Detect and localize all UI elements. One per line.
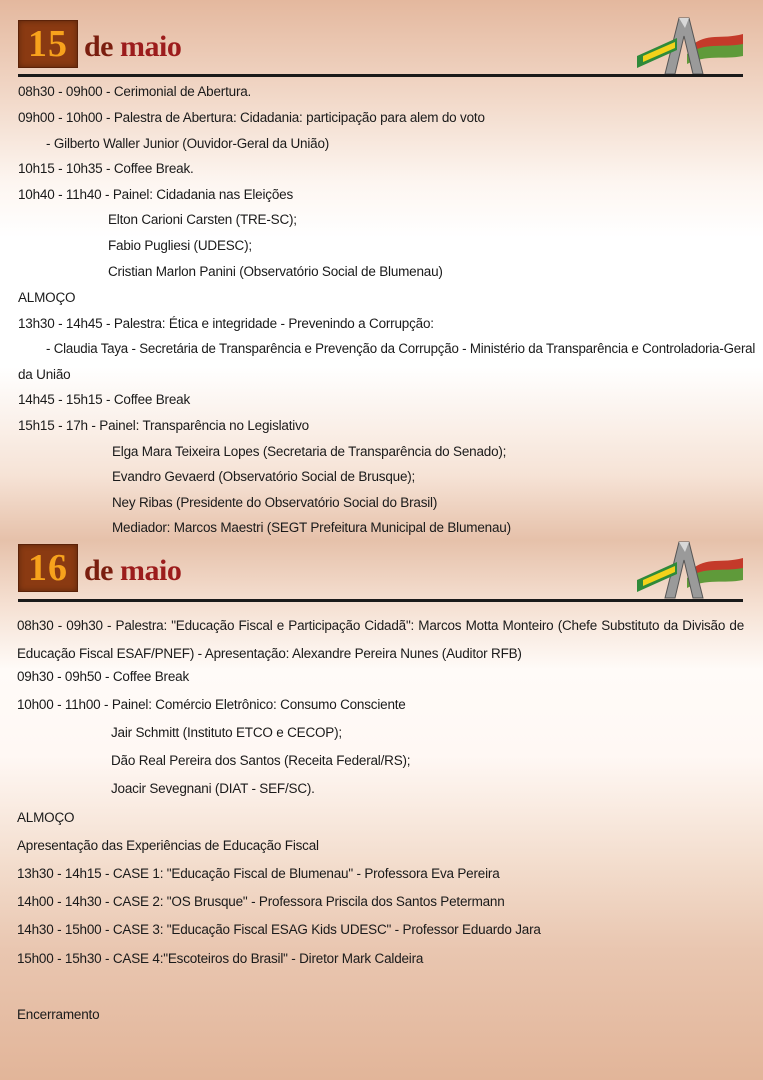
schedule-line: 10h15 - 10h35 - Coffee Break.: [18, 161, 194, 176]
speaker-line: Fabio Pugliesi (UDESC);: [108, 238, 252, 253]
day-number-box: 15: [18, 20, 78, 68]
speaker-line: Mediador: Marcos Maestri (SEGT Prefeitura Municipal de Blumenau): [112, 520, 511, 535]
case-line: 13h30 - 14h15 - CASE 1: "Educação Fiscal de Blumenau" - Professora Eva Pereira: [17, 866, 500, 881]
section-divider: [18, 599, 743, 602]
schedule-line: 10h00 - 11h00 - Painel: Comércio Eletrônico: Consumo Consciente: [17, 697, 406, 712]
day-header-16: [18, 544, 743, 602]
speaker-line: Elton Carioni Carsten (TRE-SC);: [108, 212, 297, 227]
case-line: 14h30 - 15h00 - CASE 3: "Educação Fiscal ESAG Kids UDESC" - Professor Eduardo Jara: [17, 922, 541, 937]
schedule-line: 09h30 - 09h50 - Coffee Break: [17, 669, 190, 684]
day-word-maio: maio: [120, 30, 182, 63]
schedule-line: 14h45 - 15h15 - Coffee Break: [18, 392, 191, 407]
speaker-line: - Gilberto Waller Junior (Ouvidor-Geral da União): [46, 136, 330, 151]
closing-label: Encerramento: [17, 1007, 100, 1022]
speaker-line: - Claudia Taya - Secretária de Transparência e Prevenção da Corrupção - Ministério da Transparência e Controladoria-Geral: [46, 341, 756, 356]
speaker-line: Elga Mara Teixeira Lopes (Secretaria de Transparência do Senado);: [112, 444, 507, 459]
schedule-line: 15h15 - 17h - Painel: Transparência no Legislativo: [18, 418, 309, 433]
speaker-line: Evandro Gevaerd (Observatório Social de Brusque);: [112, 469, 416, 484]
day-word-de: de: [84, 30, 113, 63]
section-divider: [18, 74, 743, 77]
day-month-label: [84, 554, 181, 588]
section-subtitle: Apresentação das Experiências de Educação Fiscal: [17, 838, 319, 853]
speaker-line: Jair Schmitt (Instituto ETCO e CECOP);: [111, 725, 342, 740]
schedule-line: 08h30 - 09h00 - Cerimonial de Abertura.: [18, 84, 252, 99]
schedule-paragraph: 08h30 - 09h30 - Palestra: "Educação Fiscal e Participação Cidadã": Marcos Motta Monteiro (Chefe Substituto da Divisão de Educação Fiscal ESAF/PNEF) - Apresentação: Alexandre Pereira Nunes (Auditor RFB): [17, 618, 744, 661]
event-logo-icon: [635, 536, 743, 600]
day-number-box: 16: [18, 544, 78, 592]
schedule-line: 13h30 - 14h45 - Palestra: Ética e integridade - Prevenindo a Corrupção:: [18, 316, 434, 331]
schedule-line: 09h00 - 10h00 - Palestra de Abertura: Cidadania: participação para alem do voto: [18, 110, 485, 125]
lunch-label: ALMOÇO: [17, 810, 75, 825]
day-header-15: [18, 20, 743, 78]
speaker-line-continued: da União: [18, 367, 71, 382]
day-word-maio: maio: [120, 554, 182, 587]
speaker-line: Cristian Marlon Panini (Observatório Social de Blumenau): [108, 264, 443, 279]
day-word-de: de: [84, 554, 113, 587]
case-line: 15h00 - 15h30 - CASE 4:"Escoteiros do Brasil" - Diretor Mark Caldeira: [17, 951, 424, 966]
speaker-line: Joacir Sevegnani (DIAT - SEF/SC).: [111, 781, 315, 796]
lunch-label: ALMOÇO: [18, 290, 76, 305]
case-line: 14h00 - 14h30 - CASE 2: "OS Brusque" - Professora Priscila dos Santos Petermann: [17, 894, 505, 909]
speaker-line: Ney Ribas (Presidente do Observatório Social do Brasil): [112, 495, 438, 510]
day-month-label: [84, 30, 181, 64]
speaker-line: Dão Real Pereira dos Santos (Receita Federal/RS);: [111, 753, 411, 768]
event-logo-icon: [635, 12, 743, 76]
schedule-line: 10h40 - 11h40 - Painel: Cidadania nas Eleições: [18, 187, 293, 202]
